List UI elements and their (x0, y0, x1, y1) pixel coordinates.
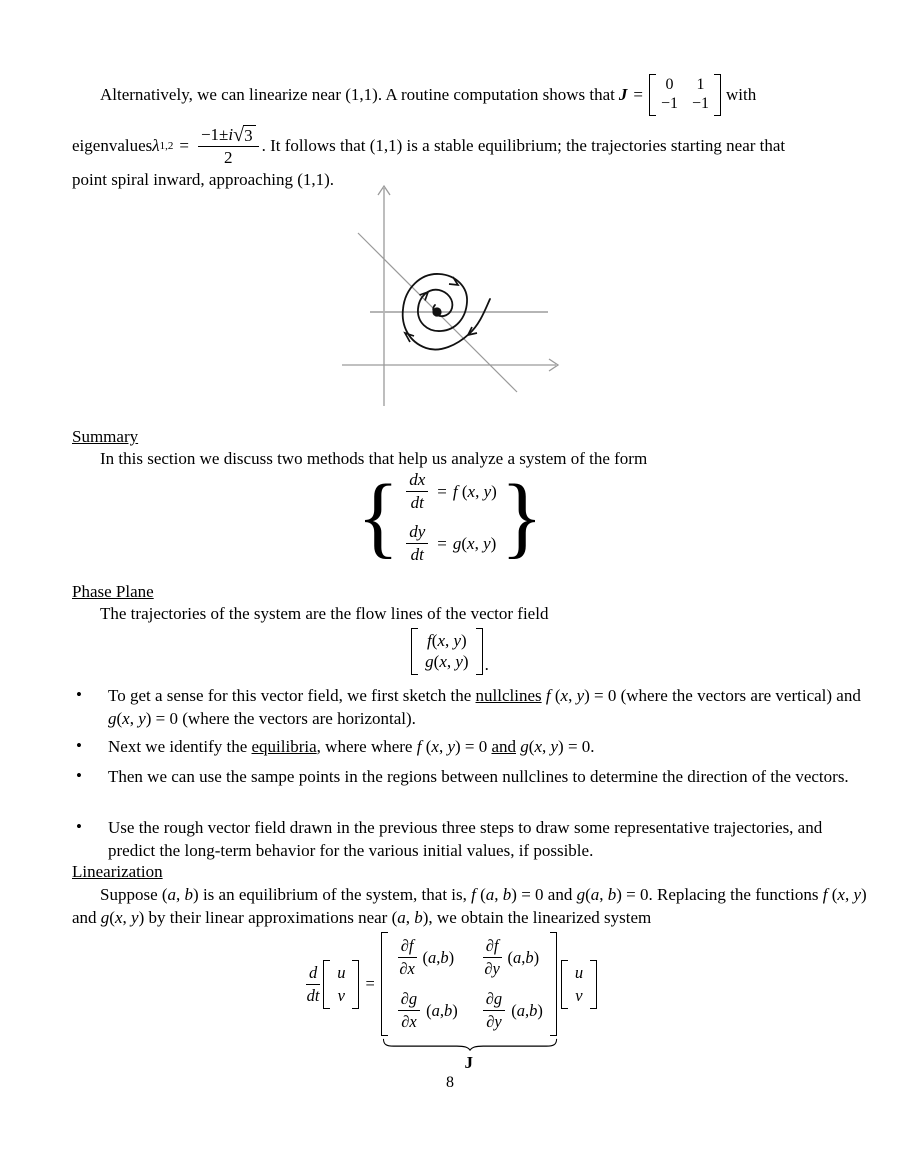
matrix-J-brackets (649, 74, 721, 116)
phase-plane-intro: The trajectories of the system are the flow lines of the vector field (100, 604, 549, 623)
linearized-system-equation (0, 932, 900, 1072)
equilibrium-point (432, 307, 441, 316)
right-brace: } (500, 467, 544, 568)
bullet-text: Next we identify the equilibria, where where f (x, y) = 0 and g(x, y) = 0. (108, 737, 595, 756)
partial-y: ∂y (486, 1012, 502, 1031)
evaluated-at-ab: (a,b) (426, 1000, 458, 1020)
imaginary-i: i (228, 124, 234, 144)
d-dt-fraction (306, 963, 320, 1006)
partial-g: ∂g (398, 989, 420, 1011)
lambda-subscript: 1,2 (159, 139, 174, 152)
right-bracket (476, 628, 483, 675)
equals-sign: = (437, 481, 447, 501)
equals-sign: = (633, 84, 643, 104)
partial-x: ∂x (401, 1012, 417, 1031)
v: v (575, 985, 583, 1005)
left-bracket (649, 74, 656, 116)
left-bracket (561, 960, 568, 1009)
paragraph-linearize-text-1: Alternatively, we can linearize near (1,1). A routine computation shows that (100, 84, 615, 104)
fraction-denominator: 2 (224, 147, 233, 167)
partial-g: ∂g (483, 989, 505, 1011)
linearization-paragraph: Suppose (a, b) is an equilibrium of the system, that is, f (a, b) = 0 and g(a, b) = 0. Replacing the functions f (x, y) and g(x, y) by their linear approximations near (a, b), we obtain the linearized system (72, 885, 867, 927)
underbrace-icon (382, 1038, 558, 1051)
bullet-item-nullclines (72, 685, 862, 730)
right-bracket (352, 960, 359, 1009)
ode-row-dy (403, 522, 497, 565)
phase-plane-heading: Phase Plane (72, 582, 154, 601)
jacobian-entry (395, 989, 458, 1032)
ode-row-dx (403, 470, 497, 513)
linearization-heading: Linearization (72, 862, 163, 881)
summary-heading: Summary (72, 427, 139, 446)
g-of-xy: g(x, y) (452, 533, 497, 553)
eigenvalues-line-text: . It follows that (1,1) is a stable equilibrium; the trajectories starting near that (261, 136, 786, 155)
uv-vector (323, 960, 359, 1009)
sqrt-expression (233, 125, 255, 145)
matrix-cell: 1 (696, 76, 705, 93)
vector-entry-g: g(x, y) (425, 652, 469, 671)
equals-sign: = (179, 136, 189, 155)
v: v (337, 985, 345, 1005)
matrix-cell: 0 (665, 76, 674, 93)
radicand: 3 (243, 125, 256, 145)
partial-f: ∂f (483, 936, 502, 958)
jacobian-entry (395, 936, 458, 979)
summary-intro: In this section we discuss two methods that help us analyze a system of the form (100, 449, 648, 468)
bullet-text: To get a sense for this vector field, we first sketch the nullclines f (x, y) = 0 (where the vectors are vertical) and g(x, y) = 0 (where the vectors are horizontal). (108, 686, 861, 728)
equals-sign: = (437, 533, 447, 553)
paragraph-linearize (72, 74, 872, 116)
matrix-J-inline (619, 74, 721, 116)
vector-entry-f: f(x, y) (427, 631, 467, 650)
right-bracket (550, 932, 557, 1036)
uv-vector (561, 960, 597, 1009)
paragraph-linearize-text-2: with (726, 84, 757, 104)
right-bracket (590, 960, 597, 1009)
matrix-cell: −1 (692, 95, 710, 113)
bullet-icon: • (76, 736, 82, 755)
J-symbol: J (618, 84, 628, 104)
eigenvalues-label: eigenvalues (72, 136, 153, 155)
equals-sign: = (365, 974, 375, 993)
bullet-text: Use the rough vector field drawn in the previous three steps to draw some representative trajectories, and predict the long-term behavior for the various initial values, if possible. (108, 818, 823, 860)
jacobian-entry (480, 936, 543, 979)
radical-sign: √ (233, 123, 245, 146)
dx: dx (406, 470, 428, 492)
left-bracket (381, 932, 388, 1036)
evaluated-at-ab: (a,b) (422, 947, 455, 967)
left-bracket (323, 960, 330, 1009)
phase-portrait-figure (340, 184, 570, 410)
dy: dy (406, 522, 428, 544)
vector-field-matrix (0, 628, 900, 675)
dt: dt (410, 545, 424, 564)
page-number: 8 (446, 1074, 454, 1091)
lambda-symbol: λ (152, 136, 160, 155)
evaluated-at-ab: (a,b) (511, 1000, 543, 1020)
jacobian-matrix (381, 932, 557, 1072)
u: u (337, 962, 346, 982)
right-bracket (714, 74, 721, 116)
evaluated-at-ab: (a,b) (507, 947, 540, 967)
left-brace: { (356, 467, 400, 568)
bullet-icon: • (76, 685, 82, 704)
matrix-cell: −1 (660, 95, 678, 113)
bullet-item-sample-points (72, 766, 862, 789)
eigenvalue-fraction (198, 125, 259, 168)
bullet-item-rough-vector-field (72, 817, 862, 862)
f-of-xy: f (x, y) (452, 481, 497, 501)
dt: dt (306, 985, 320, 1005)
fraction-numerator: −1± (200, 124, 229, 144)
bullet-text: Then we can use the sampe points in the regions between nullclines to determine the direction of the vectors. (108, 767, 849, 786)
jacobian-label: J (464, 1053, 474, 1072)
period: . (484, 655, 489, 674)
left-bracket (411, 628, 418, 675)
jacobian-entry (480, 989, 543, 1032)
paragraph-linearize-text-3: point spiral inward, approaching (1,1). (72, 170, 335, 189)
dt: dt (410, 493, 424, 512)
eigenvalues-line (72, 120, 872, 172)
u: u (574, 962, 584, 982)
partial-f: ∂f (398, 936, 417, 958)
bullet-icon: • (76, 817, 82, 836)
d: d (306, 963, 320, 985)
bullet-icon: • (76, 766, 82, 785)
partial-y: ∂y (484, 959, 500, 978)
partial-x: ∂x (399, 959, 415, 978)
bullet-item-equilibria (72, 736, 862, 759)
ode-system-equation (0, 467, 900, 568)
